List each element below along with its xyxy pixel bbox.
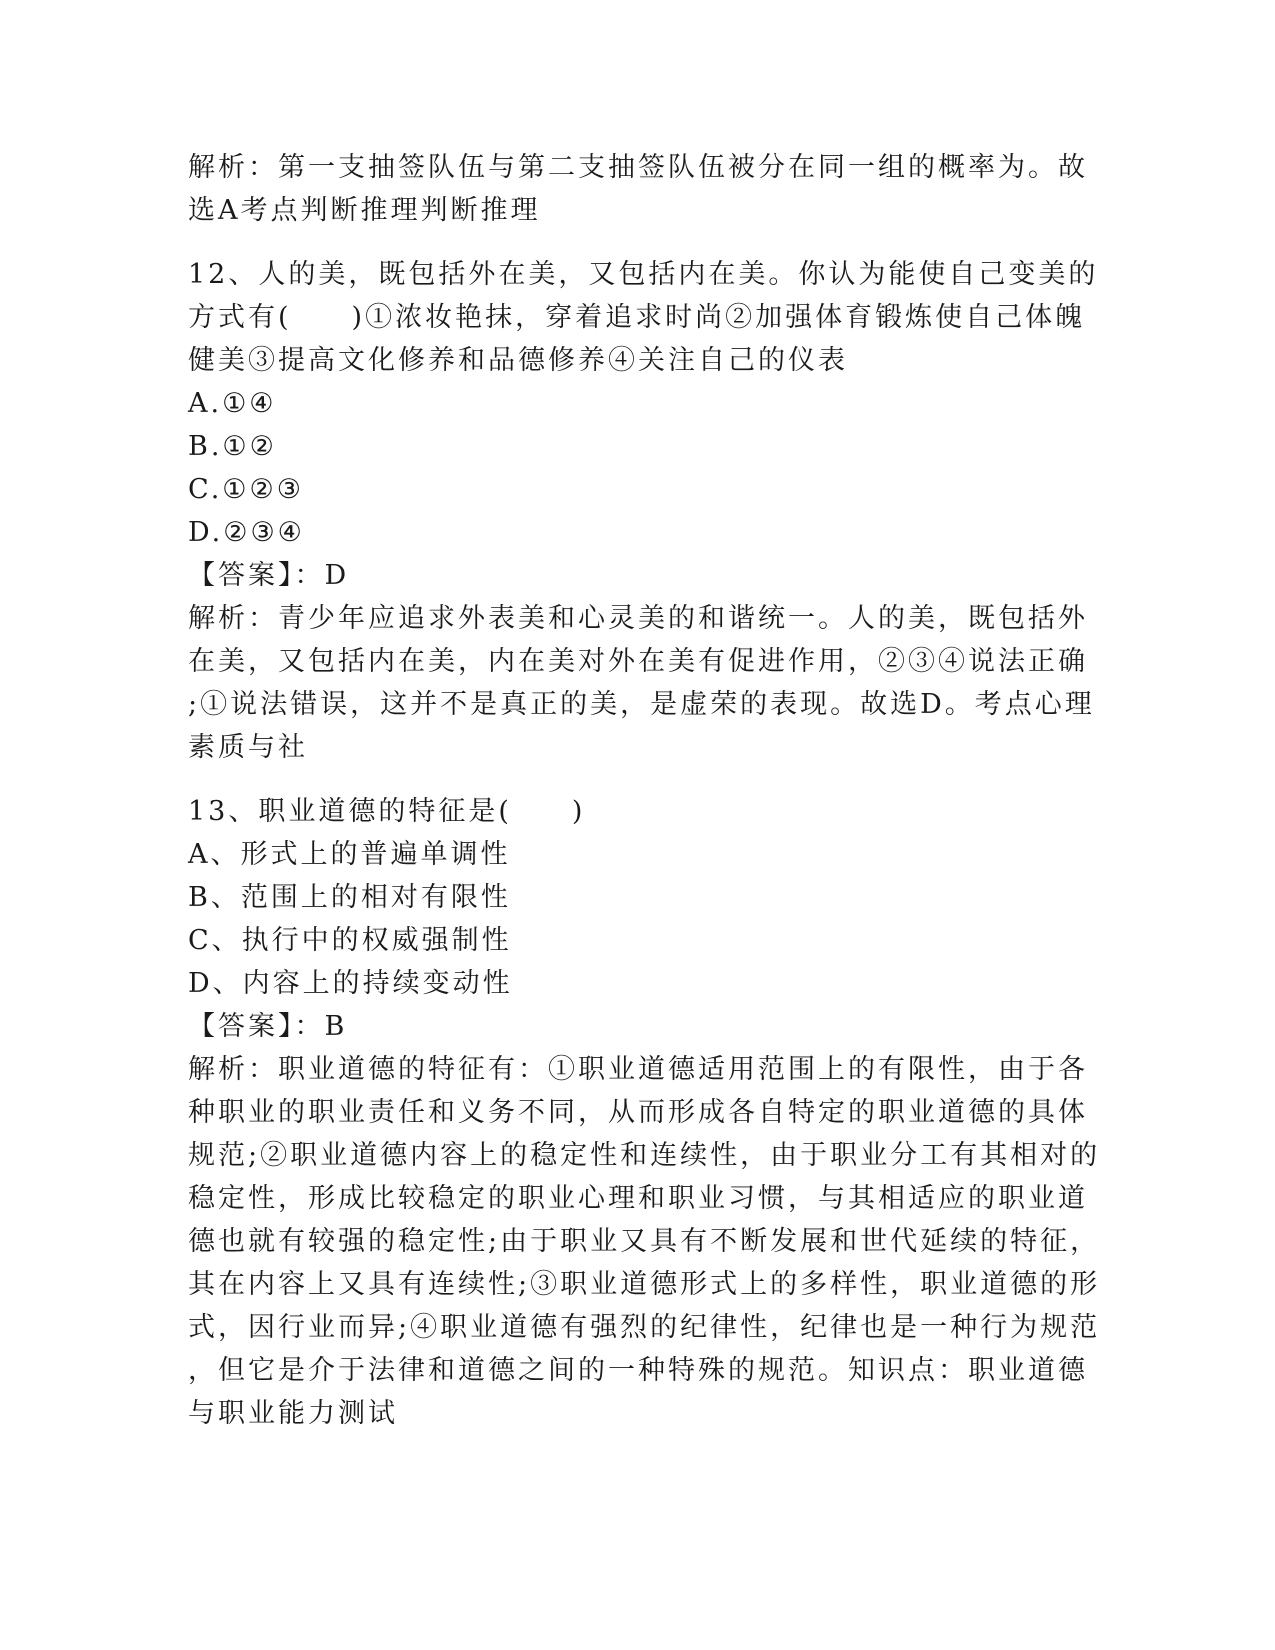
option-a: A.①④	[188, 388, 277, 419]
analysis-line: 稳定性，形成比较稳定的职业心理和职业习惯，与其相适应的职业道	[188, 1183, 1088, 1214]
option-a: A、形式上的普遍单调性	[188, 839, 511, 870]
option-d: D.②③④	[188, 517, 305, 548]
question-stem-line: 13、职业道德的特征是( )	[188, 796, 586, 827]
option-b: B、范围上的相对有限性	[188, 882, 511, 913]
analysis-line: 素质与社	[188, 732, 308, 763]
analysis-line: 与职业能力测试	[188, 1398, 398, 1429]
option-c: C、执行中的权威强制性	[188, 925, 512, 956]
analysis-line: 其在内容上又具有连续性;③职业道德形式上的多样性，职业道德的形	[188, 1269, 1101, 1300]
question-stem-line: 12、人的美，既包括外在美，又包括内在美。你认为能使自己变美的	[188, 259, 1099, 290]
analysis-line: 解析：职业道德的特征有：①职业道德适用范围上的有限性，由于各	[188, 1054, 1088, 1085]
analysis-line: ;①说法错误，这并不是真正的美，是虚荣的表现。故选D。考点心理	[188, 689, 1095, 720]
analysis-line: 德也就有较强的稳定性;由于职业又具有不断发展和世代延续的特征，	[188, 1226, 1101, 1257]
analysis-line: 规范;②职业道德内容上的稳定性和连续性，由于职业分工有其相对的	[188, 1140, 1101, 1171]
q11-analysis	[188, 146, 1088, 232]
question-stem-line: 健美③提高文化修养和品德修养④关注自己的仪表	[188, 345, 848, 376]
section-gap	[188, 232, 1088, 253]
question-13	[188, 790, 1101, 1435]
analysis-line: 解析：第一支抽签队伍与第二支抽签队伍被分在同一组的概率为。故	[188, 152, 1088, 183]
answer: 【答案】：D	[188, 560, 350, 591]
question-12	[188, 253, 1099, 769]
analysis-line: 选A考点判断推理判断推理	[188, 195, 541, 226]
analysis-line: 种职业的职业责任和义务不同，从而形成各自特定的职业道德的具体	[188, 1097, 1088, 1128]
analysis-line: 解析：青少年应追求外表美和心灵美的和谐统一。人的美，既包括外	[188, 603, 1088, 634]
option-d: D、内容上的持续变动性	[188, 968, 513, 999]
analysis-line: 式，因行业而异;④职业道德有强烈的纪律性，纪律也是一种行为规范	[188, 1312, 1101, 1343]
question-stem-line: 方式有( )①浓妆艳抹，穿着追求时尚②加强体育锻炼使自己体魄	[188, 302, 1086, 333]
document-page	[188, 146, 1101, 1435]
analysis-line: 在美，又包括内在美，内在美对外在美有促进作用，②③④说法正确	[188, 646, 1088, 677]
option-c: C.①②③	[188, 474, 304, 505]
section-gap	[188, 769, 1088, 790]
option-b: B.①②	[188, 431, 277, 462]
answer: 【答案】：B	[188, 1011, 348, 1042]
analysis-line: ，但它是介于法律和道德之间的一种特殊的规范。知识点：职业道德	[188, 1355, 1088, 1386]
